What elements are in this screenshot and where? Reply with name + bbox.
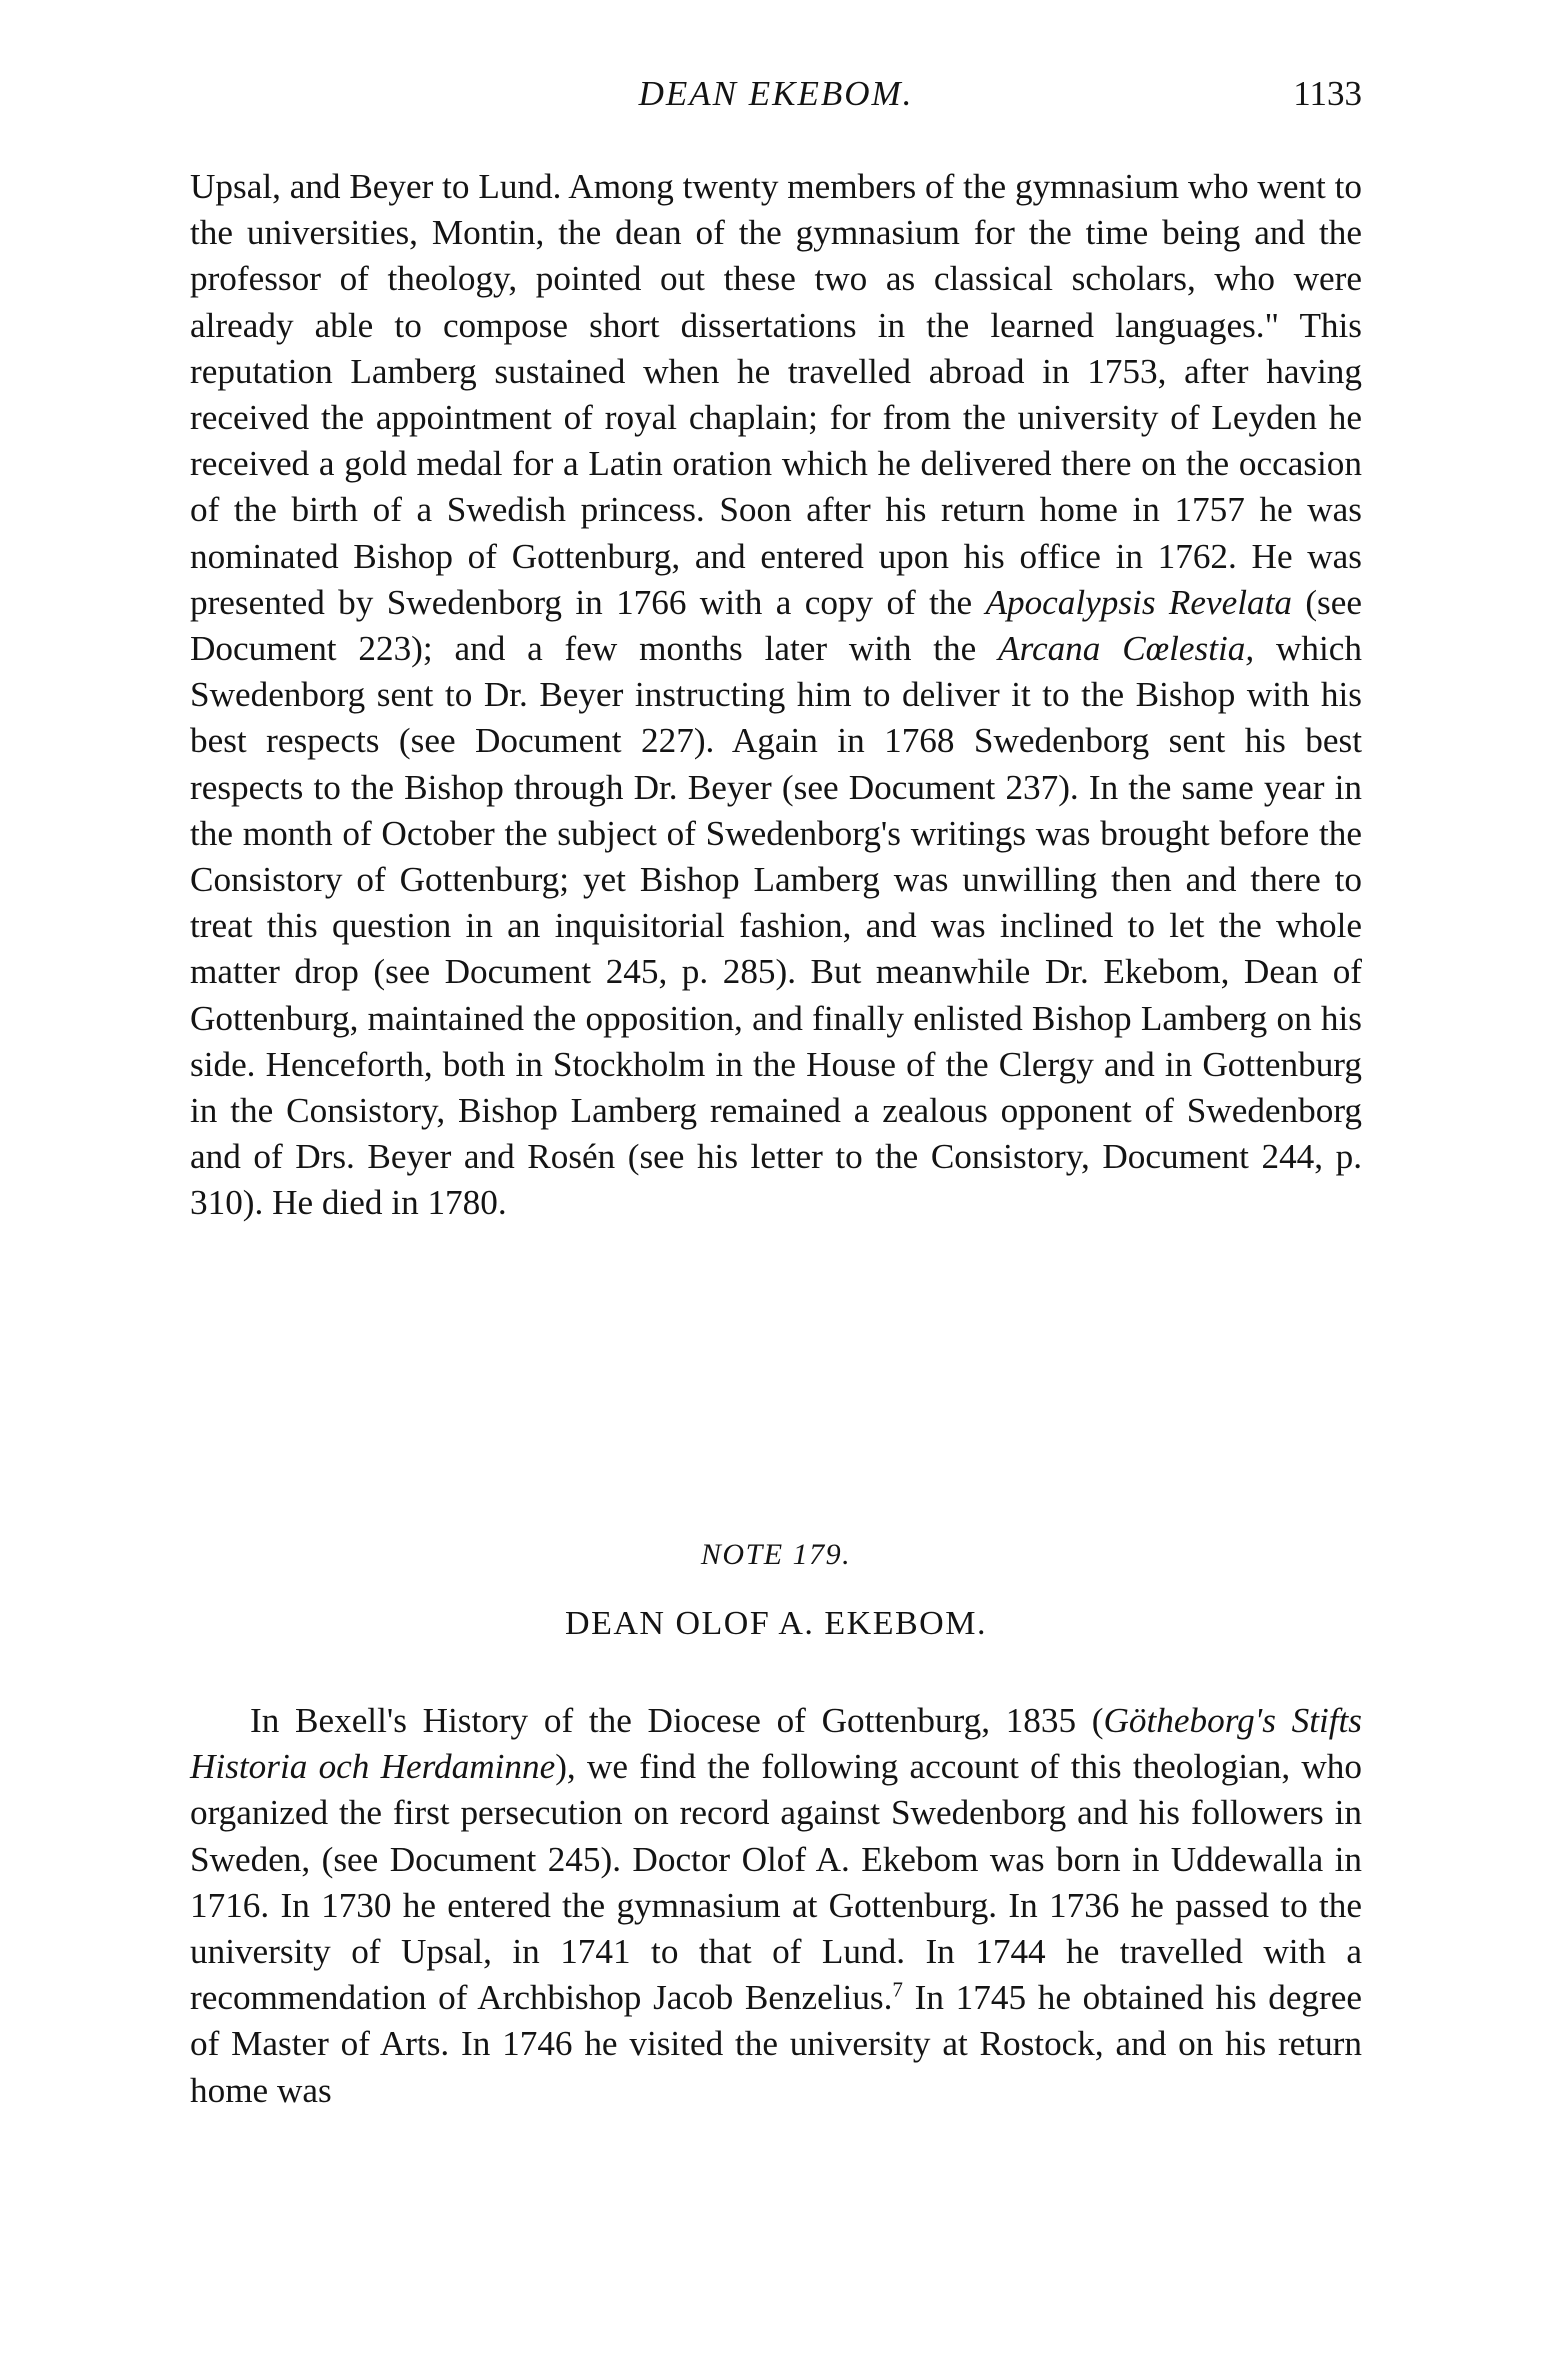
paragraph-text: In Bexell's History of the Diocese of Gottenburg, 1835 ( — [250, 1701, 1104, 1740]
book-title-italic: Apocalypsis Revelata — [985, 582, 1292, 622]
paragraph — [190, 164, 1362, 1227]
footnote-marker: 7 — [892, 1977, 903, 2002]
paragraph-text: which Swedenborg sent to Dr. Beyer instructing him to deliver it to the Bishop with his best respects (see Document 227). Again in 1768 Swedenborg sent his best respects to the Bishop through Dr. Beyer (see Document 237). In the same year in the month of October the subject of Swedenborg's writings was brought before the Consistory of Gottenburg; yet Bishop Lamberg was unwilling then and there to treat this question in an inquisitorial fashion, and was inclined to let the whole matter drop (see Document 245, p. 285). But meanwhile Dr. Ekebom, Dean of Gottenburg, maintained the opposition, and finally enlisted Bishop Lamberg on his side. Henceforth, both in Stockholm in the House of the Clergy and in Gottenburg in the Consistory, Bishop Lamberg remained a zealous opponent of Swedenborg and of Drs. Beyer and Rosén (see his letter to the Consistory, Document 244, p. 310). He died in 1780. — [190, 629, 1362, 1223]
continued-paragraph — [190, 164, 1362, 1227]
book-title-italic: Götheborg's Stifts Historia och Herdaminne — [190, 1701, 1362, 1787]
page-number: 1133 — [1293, 74, 1362, 113]
note-heading: DEAN OLOF A. EKEBOM. — [565, 1605, 987, 1642]
paragraph — [190, 1698, 1362, 2114]
paragraph-text: Upsal, and Beyer to Lund. Among twenty members of the gymnasium who went to the universities, Montin, the dean of the gymnasium for the time being and the professor of theology, pointed out these two as classical scholars, who were already able to compose short dissertations in the learned languages." This reputation Lamberg sustained when he travelled abroad in 1753, after having received the appointment of royal chaplain; for from the university of Leyden he received a gold medal for a Latin oration which he delivered there on the occasion of the birth of a Swedish princess. Soon after his return home in 1757 he was nominated Bishop of Gottenburg, and entered upon his office in 1762. He was presented by Swedenborg in 1766 with a copy of the — [190, 167, 1362, 622]
paragraph-text: (see Document 223); and a few months later with the — [190, 582, 1362, 669]
paragraph-text: In 1745 he obtained his degree of Master of Arts. In 1746 he visited the university at Rostock, and on his return home was — [190, 1978, 1362, 2110]
book-title-italic: Arcana Cœlestia, — [998, 629, 1255, 669]
paragraph-text: ), we find the following account of this theologian, who organized the first persecution on record against Swedenborg and his followers in Sweden, (see Document 245). Doctor Olof A. Ekebom was born in Uddewalla in 1716. In 1730 he entered the gymnasium at Gottenburg. In 1736 he passed to the university of Upsal, in 1741 to that of Lund. In 1744 he travelled with a recommendation of Archbishop Jacob Benzelius. — [190, 1747, 1362, 2018]
running-head — [190, 70, 1362, 118]
note-label: NOTE 179. — [700, 1538, 852, 1571]
running-title: DEAN EKEBOM. — [638, 74, 914, 113]
note-paragraph — [190, 1698, 1362, 2114]
